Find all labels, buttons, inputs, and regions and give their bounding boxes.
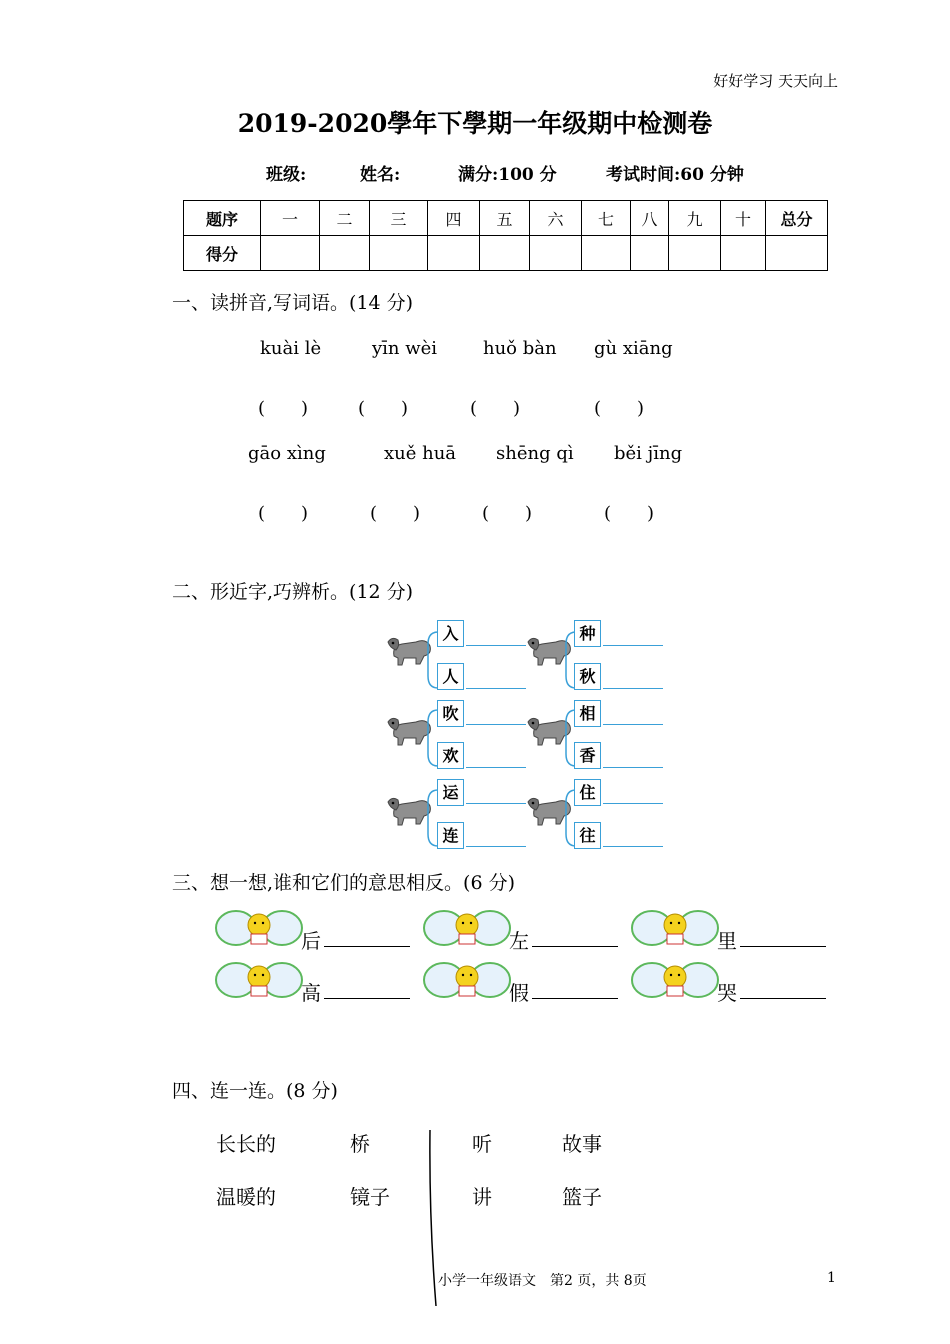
antonym-word: 高 [301,981,321,1005]
score-table [183,200,828,271]
match-word[interactable]: 长长的 [216,1132,276,1156]
answer-blank[interactable]: ( ) [258,398,309,419]
answer-blank[interactable]: ( ) [370,503,421,524]
answer-line[interactable] [603,645,663,646]
answer-line[interactable] [324,946,410,947]
char-box: 秋 [574,663,601,690]
table-header-cell: 五 [480,201,530,236]
section1-heading: 一、读拼音,写词语。(14 分) [172,292,414,314]
score-table-score-row [184,236,828,271]
match-word[interactable]: 听 [472,1132,492,1156]
score-table-header-row [184,201,828,236]
table-header-cell: 三 [370,201,428,236]
table-header-cell: 一 [261,201,320,236]
antonym-word: 里 [717,929,737,953]
antonym-word: 假 [509,981,529,1005]
char-box: 欢 [437,742,464,769]
section4-heading: 四、连一连。(8 分) [172,1080,338,1102]
match-word[interactable]: 故事 [562,1132,602,1156]
score-cell[interactable] [261,236,320,271]
page-title: 2019-2020學年下學期一年级期中检测卷 [237,109,713,138]
answer-blank[interactable]: ( ) [594,398,645,419]
char-box: 运 [437,779,464,806]
table-header-cell: 八 [631,201,669,236]
match-word[interactable]: 镜子 [350,1185,390,1209]
score-cell[interactable] [370,236,428,271]
table-header-cell: 九 [669,201,721,236]
cat-bubble-icon [630,908,720,948]
match-word[interactable]: 桥 [350,1132,370,1156]
pinyin-item: běi jīng [614,443,683,464]
score-cell[interactable] [428,236,480,271]
answer-blank[interactable]: ( ) [258,503,309,524]
char-box: 香 [574,742,601,769]
answer-line[interactable] [603,767,663,768]
antonym-word: 后 [301,929,321,953]
answer-blank[interactable]: ( ) [482,503,533,524]
char-box: 人 [437,663,464,690]
section3-heading: 三、想一想,谁和它们的意思相反。(6 分) [172,872,515,894]
cat-bubble-icon [214,960,304,1000]
pinyin-item: xuě huā [384,443,457,464]
cat-bubble-icon [630,960,720,1000]
table-header-cell: 总分 [766,201,828,236]
match-word[interactable]: 讲 [472,1185,492,1209]
answer-line[interactable] [603,803,663,804]
pinyin-item: gù xiāng [594,338,673,359]
table-header-cell: 六 [530,201,582,236]
table-header-cell: 七 [582,201,631,236]
char-box: 住 [574,779,601,806]
cat-bubble-icon [214,908,304,948]
score-cell[interactable] [721,236,766,271]
answer-line[interactable] [532,946,618,947]
cat-bubble-icon [422,908,512,948]
answer-line[interactable] [466,724,526,725]
section2-heading: 二、形近字,巧辨析。(12 分) [172,581,414,603]
answer-line[interactable] [324,998,410,999]
table-header-cell: 题序 [184,201,261,236]
answer-line[interactable] [532,998,618,999]
pinyin-item: kuài lè [260,338,322,359]
answer-line[interactable] [466,846,526,847]
answer-line[interactable] [603,688,663,689]
score-cell[interactable] [582,236,631,271]
answer-line[interactable] [603,846,663,847]
char-box: 相 [574,700,601,727]
answer-line[interactable] [466,688,526,689]
score-cell[interactable] [320,236,370,271]
page-number: 1 [827,1270,836,1286]
score-cell[interactable] [631,236,669,271]
match-word[interactable]: 温暖的 [216,1185,276,1209]
char-box: 往 [574,822,601,849]
antonym-word: 哭 [717,981,737,1005]
answer-line[interactable] [603,724,663,725]
pinyin-item: huǒ bàn [483,338,557,359]
time-label: 考试时间:60 分钟 [606,165,744,185]
table-header-cell: 四 [428,201,480,236]
full-score-label: 满分:100 分 [458,165,557,185]
answer-blank[interactable]: ( ) [358,398,409,419]
pinyin-item: gāo xìng [248,443,326,464]
answer-line[interactable] [740,998,826,999]
header-motto: 好好学习 天天向上 [713,72,838,90]
char-box: 种 [574,620,601,647]
char-box: 连 [437,822,464,849]
class-label: 班级: [266,165,307,185]
answer-blank[interactable]: ( ) [470,398,521,419]
table-cell: 得分 [184,236,261,271]
footer-text: 小学一年级语文 第2 页，共 8页 [438,1273,647,1289]
pinyin-item: shēng qì [496,443,574,464]
answer-blank[interactable]: ( ) [604,503,655,524]
pinyin-item: yīn wèi [372,338,438,359]
char-box: 吹 [437,700,464,727]
cat-bubble-icon [422,960,512,1000]
char-box: 入 [437,620,464,647]
match-word[interactable]: 篮子 [562,1185,602,1209]
score-cell[interactable] [766,236,828,271]
table-header-cell: 二 [320,201,370,236]
table-header-cell: 十 [721,201,766,236]
name-label: 姓名: [360,165,401,185]
antonym-word: 左 [509,929,529,953]
answer-line[interactable] [740,946,826,947]
answer-line[interactable] [466,645,526,646]
answer-line[interactable] [466,803,526,804]
score-cell[interactable] [669,236,721,271]
answer-line[interactable] [466,767,526,768]
score-cell[interactable] [530,236,582,271]
score-cell[interactable] [480,236,530,271]
